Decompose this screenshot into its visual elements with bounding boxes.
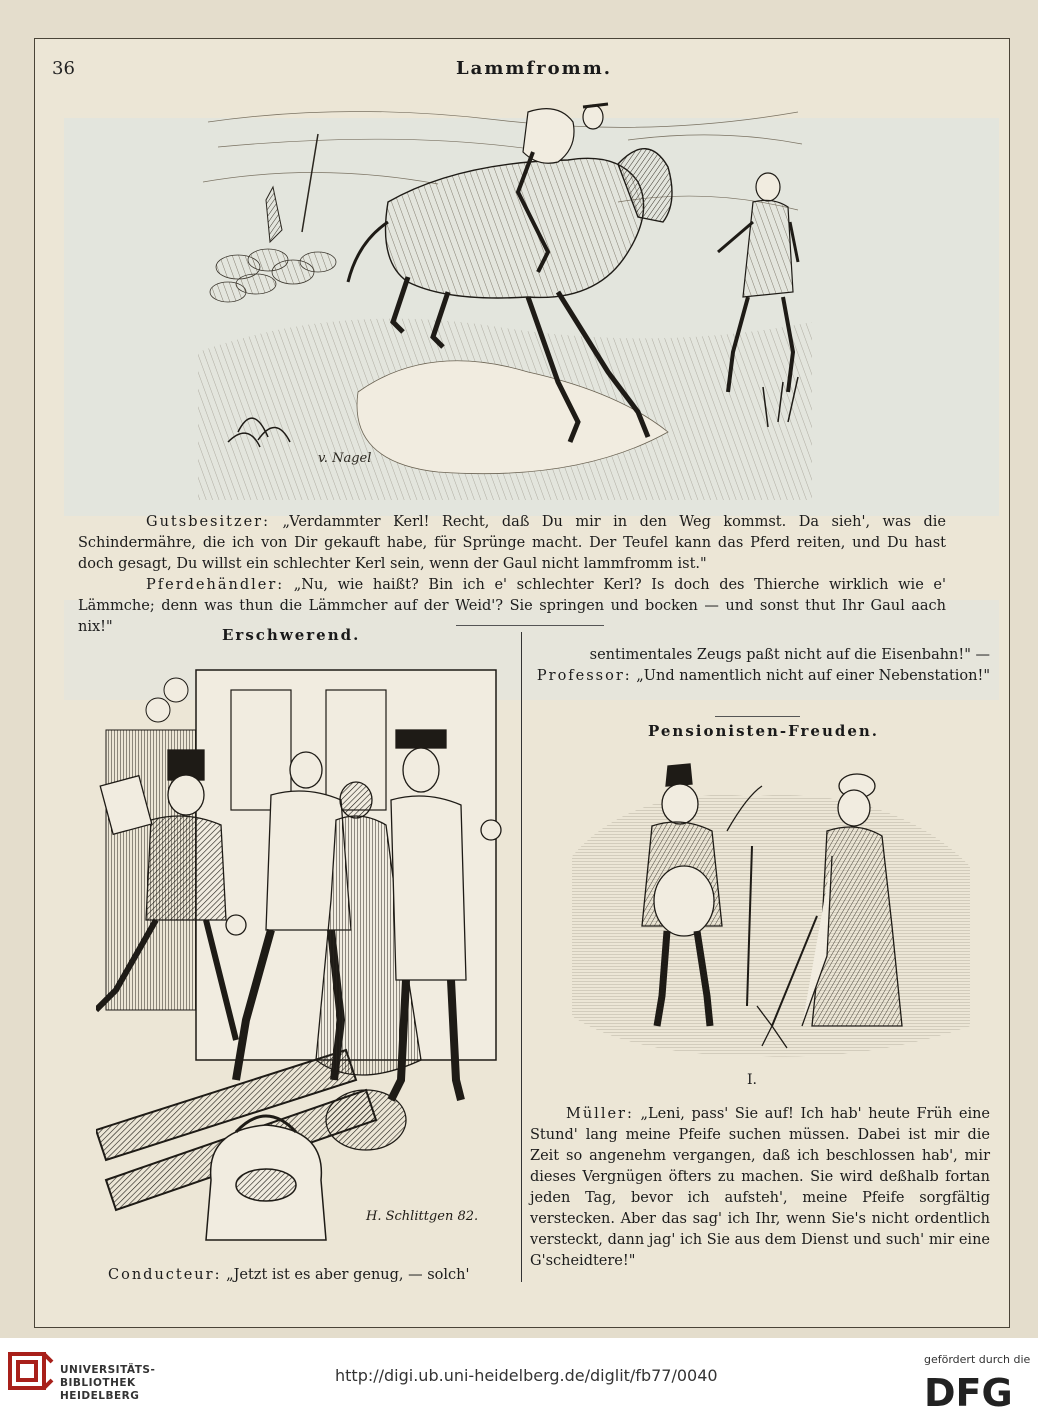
train-platform-illustration (96, 660, 506, 1258)
dfg-logo (924, 1372, 1024, 1416)
cartoon-title-pensionisten-freuden: Pensionisten-Freuden. (648, 722, 880, 740)
caption-erschwerend-part1 (108, 1265, 516, 1286)
artist-signature: v. Nagel (318, 451, 372, 466)
cartoon-title-lammfromm: Lammfromm. (456, 58, 613, 79)
sheep-flock (210, 249, 336, 302)
section-divider (456, 625, 604, 626)
speaker-label: Pferdehändler: (146, 577, 285, 593)
caption-pensionisten-freuden (530, 1104, 990, 1272)
page-number: 36 (52, 58, 75, 79)
library-name-line: UNIVERSITÄTS- (60, 1364, 156, 1376)
speech-text: „Verdammter Kerl! Recht, daß Du mir in den Weg kommst. Da sieh', was die Schindermähre, die ich von Dir gekauft habe, für Sprünge macht. Der Teufel kann das Pferd reiten, und Du hast doch gesagt, Du willst ein schlechter Kerl sein, wenn der Gaul nicht lammfromm ist." (78, 514, 946, 572)
caption-erschwerend-part2 (530, 645, 990, 687)
university-library-logo (8, 1348, 54, 1398)
cartoon-title-erschwerend: Erschwerend. (222, 626, 361, 644)
speech-text: „Nu, wie haißt? Bin ich e' schlechter Kerl? Is doch des Thierche wirklich wie e' Lämmche; denn was thun die Lämmcher auf der Weid'? Sie springen und bocken — und sonst thut Ihr Gaul aach nix!" (78, 577, 946, 635)
dfg-logo-text: DFG (924, 1372, 1013, 1412)
speaker-label: Gutsbesitzer: (146, 514, 270, 530)
speech-text: „Jetzt ist es aber genug, — solch' (221, 1267, 470, 1283)
speech-text: „Leni, pass' Sie auf! Ich hab' heute Früh eine Stund' lang meine Pfeife suchen müssen. Dabei ist mir die Zeit so angenehm vergangen, daß ich beschlossen hab', mir dieses Vergnügen öfters zu machen. Sie wird deßhalb fortan jeden Tag, bevor ich aufsteh', meine Pfeife sorgfältig verstecken. Aber das sag' ich Ihr, wenn Sie's nicht ordentlich versteckt, dann jag' ich Sie aus dem Dienst und such' mir eine G'scheidtere!" (530, 1106, 990, 1269)
speech-text: sentimentales Zeugs paßt nicht auf die Eisenbahn!" — (589, 647, 990, 663)
funding-note: gefördert durch die (924, 1353, 1031, 1366)
part-numeral: I. (747, 1072, 757, 1088)
permalink-url[interactable]: http://digi.ub.uni-heidelberg.de/diglit/fb77/0040 (335, 1366, 718, 1385)
library-name-line: HEIDELBERG (60, 1390, 140, 1402)
university-library-name (60, 1364, 155, 1403)
caption-lammfromm (78, 512, 946, 638)
section-divider (715, 716, 800, 717)
horse-cartoon-illustration (198, 92, 812, 500)
speech-text: „Und namentlich nicht auf einer Nebenstation!" (631, 668, 990, 684)
speaker-label: Conducteur: (108, 1267, 222, 1283)
artist-signature: H. Schlittgen 82. (366, 1209, 479, 1224)
column-divider (521, 632, 522, 1282)
pensioner-and-maid-illustration (572, 756, 970, 1060)
speaker-label: Müller: (566, 1106, 634, 1122)
library-name-line: BIBLIOTHEK (60, 1377, 136, 1389)
speaker-label: Professor: (536, 668, 632, 684)
